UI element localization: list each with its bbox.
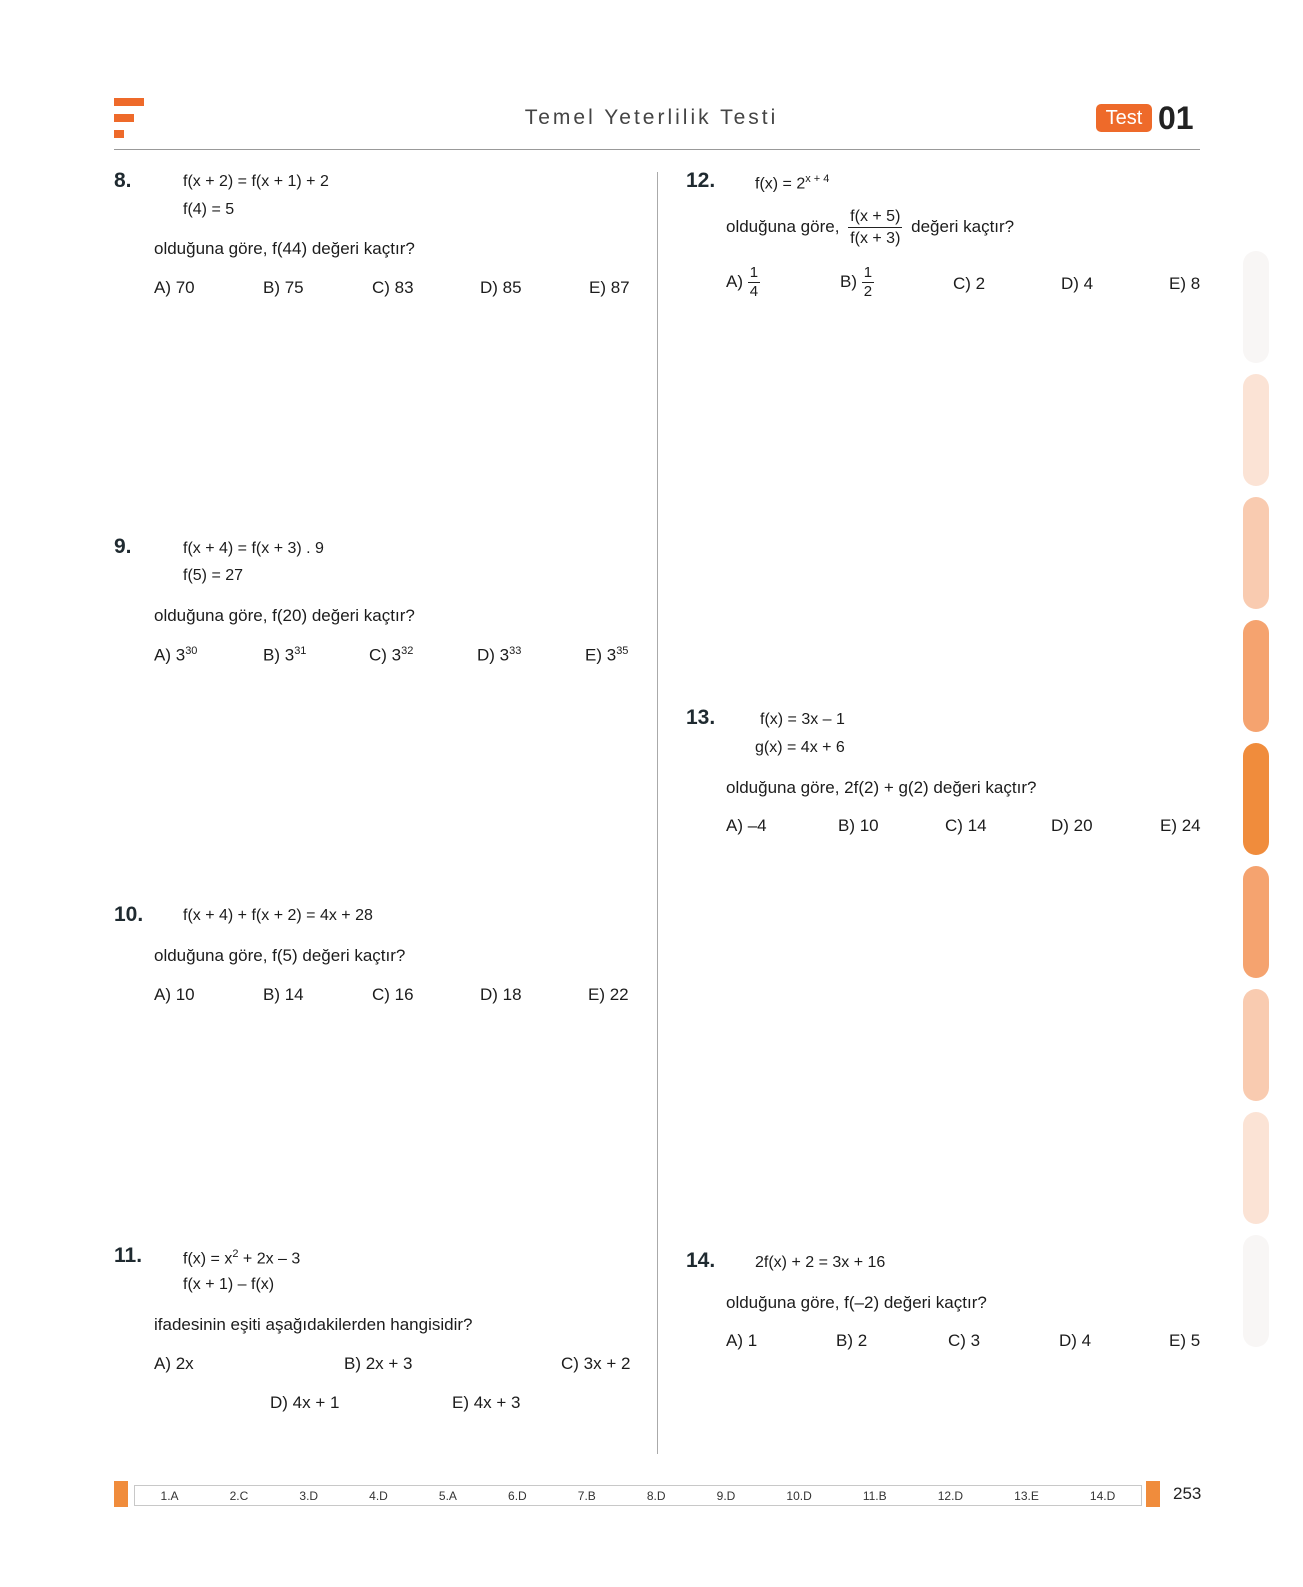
question-text: olduğuna göre, $\frac{f(x + 5)}{f(x + 3)}$ değeri kaçtır? [726, 208, 1015, 247]
option-c[interactable]: C) 14 [945, 816, 987, 835]
option-c[interactable]: C) 2 [953, 274, 986, 293]
option-e[interactable]: E) 4x + 3 [452, 1393, 521, 1412]
question-number: 11. [114, 1244, 143, 1267]
question-number: 13. [686, 706, 716, 729]
option-b[interactable]: B) 2x + 3 [344, 1354, 413, 1373]
question-expression: f(x) = 3x – 1 [760, 711, 845, 728]
option-b[interactable]: B) 14 [263, 985, 304, 1004]
question-expression: $f(x) = x^2 + 2x - 3$ [183, 1248, 301, 1268]
answer-key-item: 14.D [1089, 1488, 1116, 1503]
option-d[interactable]: D) 85 [480, 278, 522, 297]
question-number: 10. [114, 903, 144, 926]
option-b[interactable]: B) 75 [263, 278, 304, 297]
side-tab[interactable] [1243, 866, 1269, 978]
option-a[interactable]: A) 70 [154, 278, 195, 297]
side-tab-active[interactable] [1243, 743, 1269, 855]
option-d[interactable]: D) 4x + 1 [270, 1393, 340, 1412]
option-a[interactable]: A) $3^{30}$ [154, 645, 198, 665]
question-expression: f(5) = 27 [183, 567, 244, 584]
answer-key-item: 7.B [577, 1488, 596, 1503]
answer-key-item: 5.A [438, 1488, 457, 1503]
side-tab[interactable] [1243, 251, 1269, 363]
page-title: Temel Yeterlilik Testi [524, 106, 779, 129]
option-c[interactable]: C) $3^{32}$ [369, 645, 414, 665]
option-c[interactable]: C) 83 [372, 278, 414, 297]
answer-key-item: 8.D [646, 1488, 666, 1503]
answer-key-item: 3.D [299, 1488, 319, 1503]
option-c[interactable]: C) 3 [948, 1331, 981, 1350]
option-e[interactable]: E) 87 [589, 278, 630, 297]
question-expression: f(x + 2) = f(x + 1) + 2 [183, 173, 329, 190]
question-text: olduğuna göre, f(5) değeri kaçtır? [154, 946, 406, 965]
answer-key-item: 9.D [716, 1488, 736, 1503]
option-e[interactable]: E) 8 [1169, 274, 1201, 293]
fraction: $\frac{f(x + 5)}{f(x + 3)}$ [850, 208, 901, 247]
side-tab[interactable] [1243, 620, 1269, 732]
option-d[interactable]: D) 4 [1059, 1331, 1092, 1350]
answer-key-strip [134, 1485, 1142, 1506]
question-number: 12. [686, 169, 716, 192]
option-d[interactable]: D) $3^{33}$ [477, 645, 522, 665]
question-number: 9. [114, 535, 132, 558]
question-text: olduğuna göre, 2f(2) + g(2) değeri kaçtır? [726, 778, 1037, 797]
question-number: 8. [114, 169, 132, 192]
option-c[interactable]: C) 16 [372, 985, 414, 1004]
question-text: ifadesinin eşiti aşağıdakilerden hangisidir? [154, 1315, 473, 1334]
option-d[interactable]: D) 4 [1061, 274, 1094, 293]
option-c[interactable]: C) 3x + 2 [561, 1354, 631, 1373]
side-tab[interactable] [1243, 374, 1269, 486]
header-divider [114, 149, 1200, 150]
footer-marker-right [1146, 1481, 1160, 1507]
side-tab[interactable] [1243, 1112, 1269, 1224]
question-expression: g(x) = 4x + 6 [755, 739, 845, 756]
answer-key-item: 13.E [1014, 1488, 1039, 1503]
option-b[interactable]: B) $3^{31}$ [263, 645, 307, 665]
option-e[interactable]: E) 5 [1169, 1331, 1201, 1350]
side-tab[interactable] [1243, 989, 1269, 1101]
side-tab[interactable] [1243, 1235, 1269, 1347]
option-e[interactable]: E) 22 [588, 985, 629, 1004]
question-text: olduğuna göre, f(44) değeri kaçtır? [154, 239, 415, 258]
answer-key-item: 6.D [508, 1488, 527, 1503]
question-expression: f(x + 1) – f(x) [183, 1276, 275, 1293]
option-a[interactable]: A) 2x [154, 1354, 194, 1373]
option-d[interactable]: D) 20 [1051, 816, 1093, 835]
answer-key-item: 2.C [229, 1488, 249, 1503]
question-text: olduğuna göre, f(–2) değeri kaçtır? [726, 1293, 987, 1312]
option-a[interactable]: A) 1 [726, 1331, 758, 1350]
question-expression: f(x + 4) + f(x + 2) = 4x + 28 [183, 907, 373, 924]
column-divider [657, 172, 658, 1454]
answer-key-item: 12.D [937, 1488, 964, 1503]
answer-key-item: 11.B [862, 1488, 887, 1503]
question-expression: 2f(x) + 2 = 3x + 16 [755, 1254, 886, 1271]
answer-key-item: 4.D [369, 1488, 388, 1503]
option-b[interactable]: B) $\frac{1}{2}$ [840, 264, 873, 300]
question-number: 14. [686, 1249, 716, 1272]
option-a[interactable]: A) $\frac{1}{4}$ [726, 264, 759, 300]
question-expression: $f(x) = 2^{x + 4}$ [755, 173, 830, 193]
question-expression: f(x + 4) = f(x + 3) . 9 [183, 540, 324, 557]
answer-key-item: 1.A [160, 1488, 179, 1503]
answer-key-item: 10.D [786, 1488, 812, 1503]
test-badge: Test [1096, 104, 1152, 132]
footer-marker-left [114, 1481, 128, 1507]
option-d[interactable]: D) 18 [480, 985, 522, 1004]
test-number: 01 [1158, 100, 1194, 136]
page-number: 253 [1173, 1484, 1202, 1503]
option-e[interactable]: E) $3^{35}$ [585, 645, 629, 665]
option-e[interactable]: E) 24 [1160, 816, 1201, 835]
question-expression: f(4) = 5 [183, 201, 235, 218]
option-b[interactable]: B) 2 [836, 1331, 868, 1350]
option-a[interactable]: A) 10 [154, 985, 195, 1004]
option-a[interactable]: A) –4 [726, 816, 767, 835]
question-text: olduğuna göre, f(20) değeri kaçtır? [154, 606, 415, 625]
option-b[interactable]: B) 10 [838, 816, 879, 835]
side-tab[interactable] [1243, 497, 1269, 609]
